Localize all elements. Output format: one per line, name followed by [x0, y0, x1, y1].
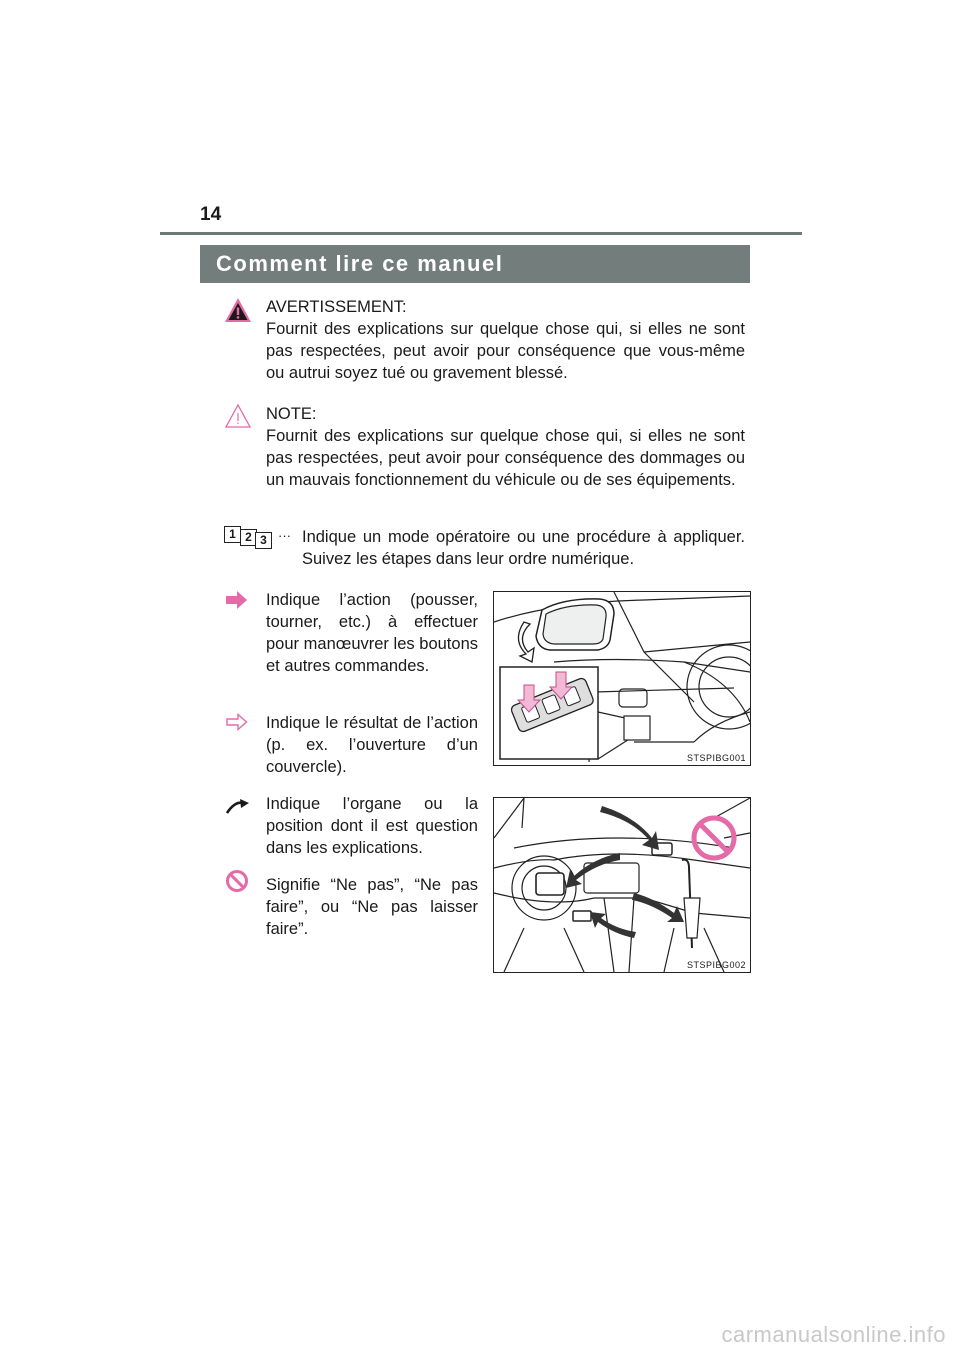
warning-label: AVERTISSEMENT:: [266, 298, 407, 316]
curved-pointer-arrow-icon: [226, 798, 250, 814]
note-text: Fournit des explications sur quelque chose qui, si elles ne sont pas respectées, peut avoir pour conséquence des dommages ou un mauvais fonctionnement du véhicule ou de ses équipements.: [266, 427, 745, 489]
watermark: carmanualsonline.info: [721, 1322, 946, 1347]
page-number: 14: [200, 204, 222, 225]
illustration-caption: STSPIBG002: [686, 960, 746, 970]
illustration-dashboard: [493, 797, 751, 973]
step-digit: 2: [240, 529, 257, 546]
page-title: Comment lire ce manuel: [216, 251, 504, 276]
outline-pink-arrow-icon: [226, 713, 248, 731]
mirror-switch-drawing: [494, 592, 750, 765]
header-rule: [160, 232, 802, 235]
warning-text: Fournit des explications sur quelque chose qui, si elles ne sont pas respectées, peut avoir pour conséquence que vous-même ou autrui soyez tué ou gravement blessé.: [266, 320, 745, 382]
caution-triangle-outline-icon: [224, 403, 252, 429]
warning-block: [266, 296, 745, 384]
dashboard-drawing: [494, 798, 750, 972]
step-numbers-icon: [224, 526, 270, 550]
steps-text: Indique un mode opératoire ou une procédure à appliquer. Suivez les étapes dans leur ordre numérique.: [302, 528, 745, 568]
warning-triangle-filled-icon: [224, 297, 252, 323]
action-text: Indique l’action (pousser, tourner, etc.) à effectuer pour manœuvrer les boutons et autres commandes.: [266, 591, 478, 675]
prohibition-circle-icon: [225, 869, 249, 893]
prohibited-text: Signifie “Ne pas”, “Ne pas faire”, ou “Ne pas laisser faire”.: [266, 876, 478, 938]
step-digit: 3: [255, 532, 272, 549]
illustration-mirror-switch: [493, 591, 751, 766]
note-label: NOTE:: [266, 405, 317, 423]
result-text: Indique le résultat de l’action (p. ex. l’ouverture d’un couvercle).: [266, 714, 478, 776]
component-text: Indique l’organe ou la position dont il est question dans les explications.: [266, 795, 478, 857]
steps-ellipsis: ···: [278, 528, 291, 543]
illustration-caption: STSPIBG001: [686, 753, 746, 763]
step-digit: 1: [224, 526, 241, 543]
section-header: [200, 245, 750, 283]
solid-pink-arrow-icon: [226, 591, 248, 609]
note-block: [266, 403, 745, 491]
